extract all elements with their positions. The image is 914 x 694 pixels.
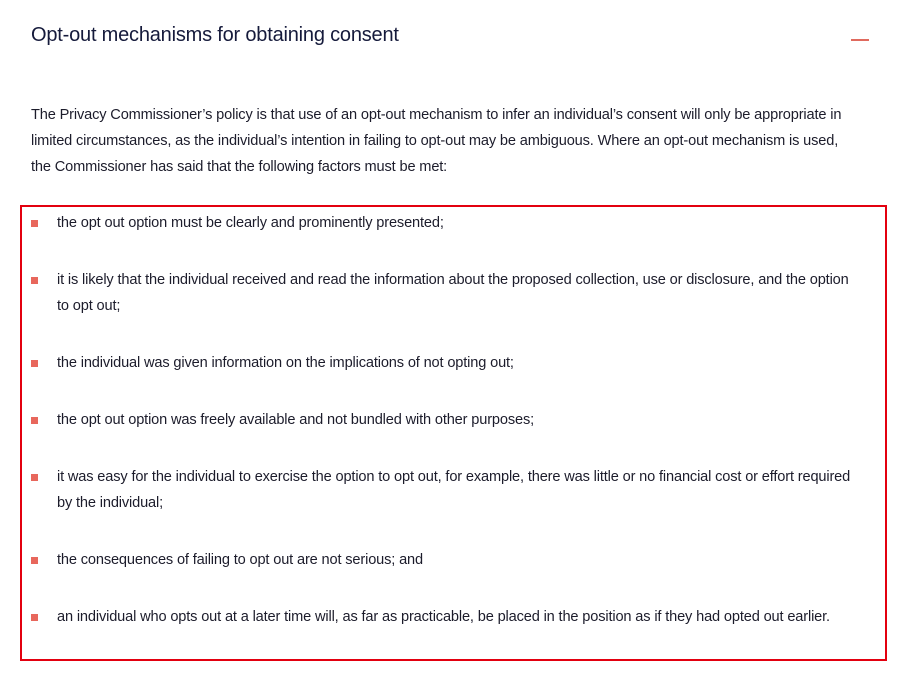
- list-item-text: the opt out option must be clearly and prominently presented;: [57, 215, 444, 231]
- list-item: [31, 604, 861, 630]
- list-item: [31, 210, 861, 236]
- list-item-text: it was easy for the individual to exercise the option to opt out, for example, there was little or no financial cost or effort required by the individual;: [57, 469, 851, 511]
- list-item-text: the consequences of failing to opt out are not serious; and: [57, 552, 423, 568]
- bullet-square-icon: [31, 360, 38, 367]
- section-title[interactable]: Opt-out mechanisms for obtaining consent: [31, 24, 399, 46]
- collapse-minus-icon[interactable]: [851, 39, 869, 41]
- list-item: [31, 547, 861, 573]
- bullet-square-icon: [31, 557, 38, 564]
- bullet-square-icon: [31, 417, 38, 424]
- list-item: [31, 464, 861, 516]
- list-item: [31, 407, 861, 433]
- bullet-square-icon: [31, 277, 38, 284]
- list-item: [31, 350, 861, 376]
- list-item-text: the individual was given information on the implications of not opting out;: [57, 355, 514, 371]
- bullet-square-icon: [31, 614, 38, 621]
- list-item-text: the opt out option was freely available and not bundled with other purposes;: [57, 412, 535, 428]
- list-item-text: it is likely that the individual received and read the information about the proposed collection, use or disclosure, and the option to opt out;: [57, 272, 849, 314]
- bullet-square-icon: [31, 474, 38, 481]
- bullet-square-icon: [31, 220, 38, 227]
- intro-paragraph: The Privacy Commissioner’s policy is that use of an opt-out mechanism to infer an individual’s consent will only be appropriate in limited circumstances, as the individual’s intention in failing to opt-out may be ambiguous. Where an opt-out mechanism is used, the Commissioner has said that the following factors must be met:: [31, 107, 842, 175]
- list-item-text: an individual who opts out at a later time will, as far as practicable, be placed in the position as if they had opted out earlier.: [57, 609, 830, 625]
- factors-list: [31, 210, 861, 661]
- list-item: [31, 267, 861, 319]
